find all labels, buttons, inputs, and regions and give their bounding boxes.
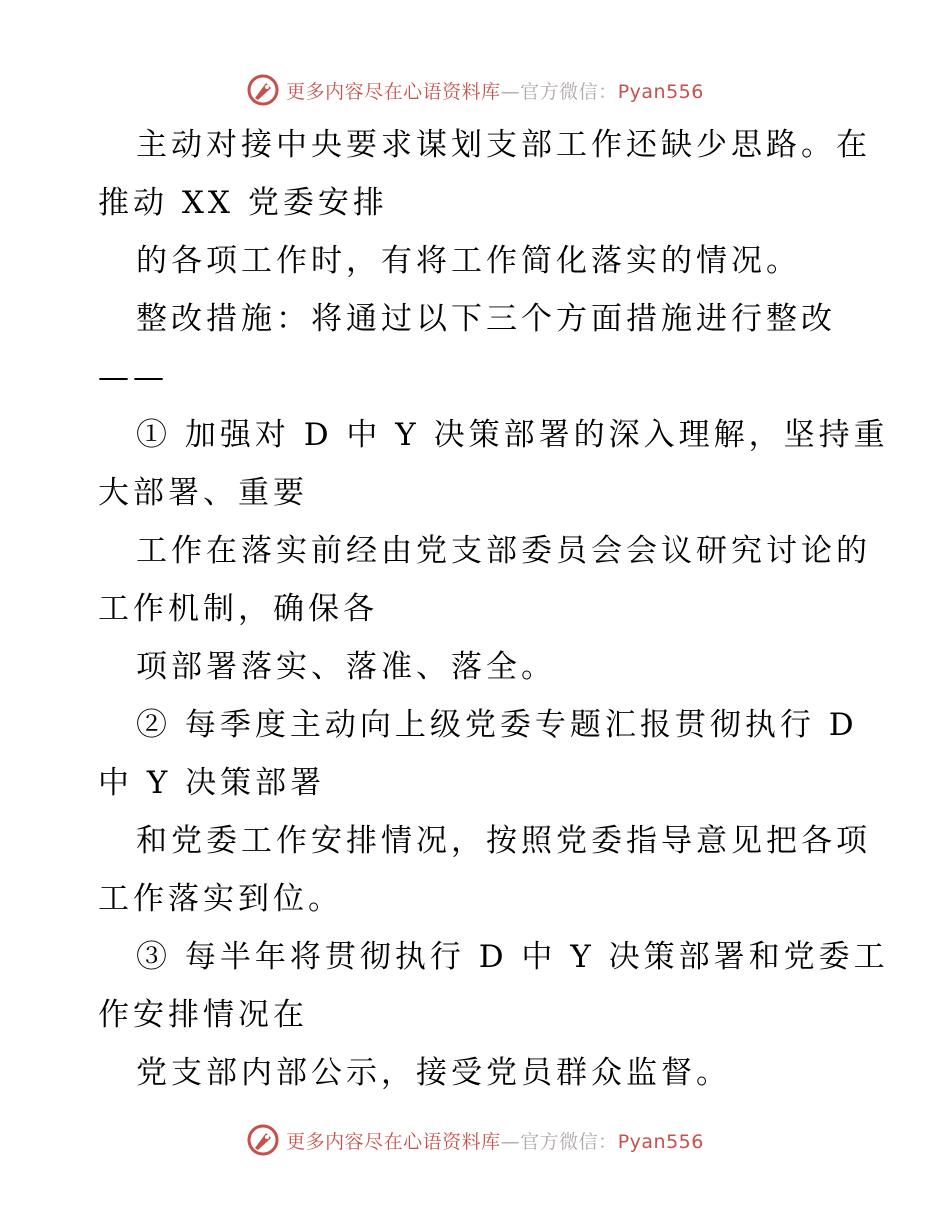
text-line: ③ 每半年将贯彻执行 D 中 Y 决策部署和党委工 [136,939,889,975]
text-line: ② 每季度主动向上级党委专题汇报贯彻执行 D [136,707,858,743]
watermark-brand: 更多内容尽在心语资料库 [286,1130,501,1153]
pen-nib-logo-icon [246,1123,280,1157]
pen-nib-logo-icon [246,73,280,107]
header-watermark [0,70,950,110]
watermark-brand: 更多内容尽在心语资料库 [286,80,501,103]
watermark-wechat-label: 官方微信： [520,80,618,103]
text-line: 工作在落实前经由党支部委员会会议研究讨论的 [136,533,871,569]
text-line: 项部署落实、落准、落全。 [136,649,556,685]
text-line: 整改措施：将通过以下三个方面措施进行整改 [136,301,836,337]
watermark-text [286,1127,704,1154]
watermark-wechat-label: 官方微信： [520,1130,618,1153]
text-line: 主动对接中央要求谋划支部工作还缺少思路。在 [136,127,871,163]
text-line: 工作落实到位。 [98,881,343,917]
text-line: —— [98,359,168,395]
text-line: 工作机制，确保各 [98,591,378,627]
document-body [98,116,889,1102]
watermark-text [286,77,704,104]
text-line: ① 加强对 D 中 Y 决策部署的深入理解，坚持重 [136,417,889,453]
text-line: 推动 XX 党委安排 [98,185,388,221]
watermark-separator: — [500,1130,521,1153]
footer-watermark [0,1120,950,1160]
text-line: 作安排情况在 [98,997,308,1033]
text-line: 和党委工作安排情况，按照党委指导意见把各项 [136,823,871,859]
text-line: 的各项工作时，有将工作简化落实的情况。 [136,243,801,279]
text-line: 大部署、重要 [98,475,308,511]
watermark-separator: — [500,80,521,103]
watermark-wechat-id: Pyan556 [617,1130,704,1153]
text-line: 中 Y 决策部署 [98,765,326,801]
watermark-wechat-id: Pyan556 [617,80,704,103]
text-line: 党支部内部公示，接受党员群众监督。 [136,1055,731,1091]
